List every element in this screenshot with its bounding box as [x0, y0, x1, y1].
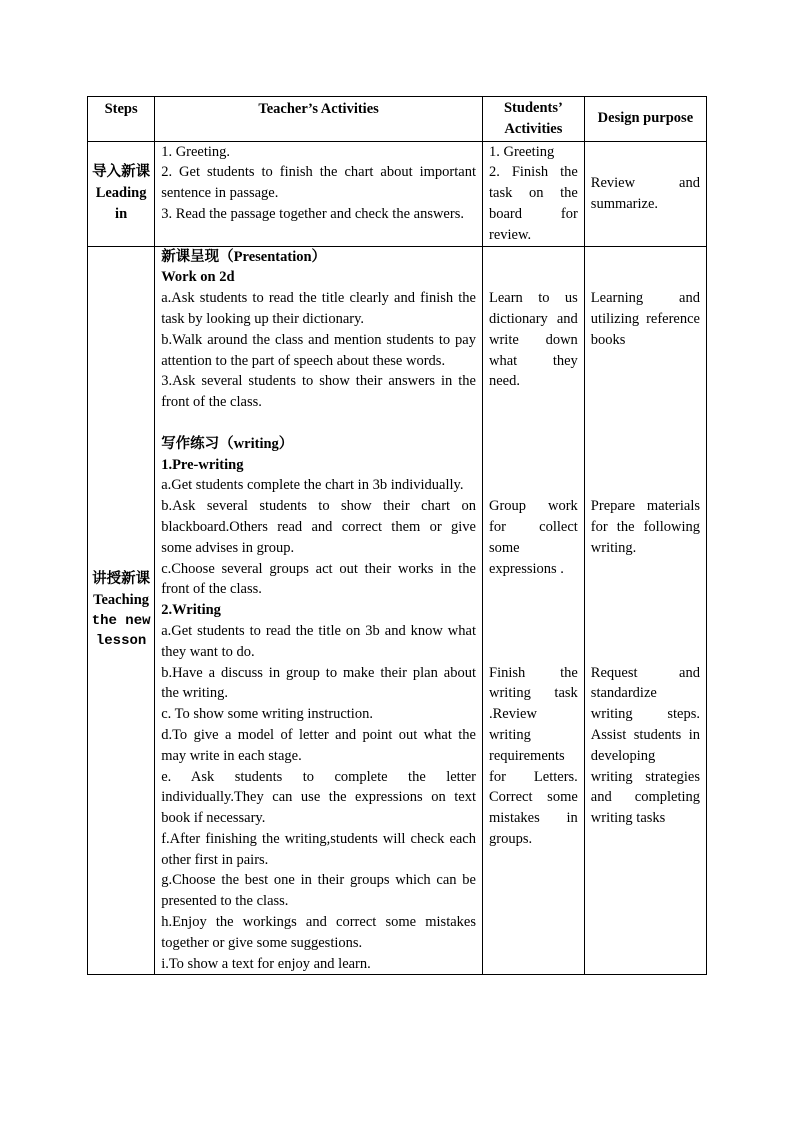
header-row: [88, 97, 707, 142]
row-leading-in: [88, 141, 707, 246]
prewriting-subtitle: 1.Pre-writing: [161, 456, 244, 473]
prewriting-item: c.Choose several groups act out their works in the front of the class.: [161, 560, 476, 598]
presentation-item: 3.Ask several students to show their answers in the front of the class.: [161, 373, 476, 411]
row-teaching-new-lesson: [88, 246, 707, 975]
step-teaching-new-lesson: [88, 246, 155, 975]
presentation-subtitle: Work on 2d: [161, 269, 235, 286]
step-en-2: in: [115, 205, 128, 222]
teacher-activities-leading-in: [155, 141, 483, 246]
header-teacher-activities: Teacher’s Activities: [155, 97, 483, 142]
design-purpose-leading-in: [584, 141, 706, 246]
writing-item: h.Enjoy the workings and correct some mistakes together or give some suggestions.: [161, 914, 476, 951]
students-activities-leading-in: [483, 141, 585, 246]
teacher-item: 1. Greeting.: [161, 143, 231, 160]
writing-item: d.To give a model of letter and point out what the may write in each stage.: [161, 726, 476, 764]
presentation-item: b.Walk around the class and mention students to pay attention to the part of speech about these words.: [161, 331, 476, 369]
step-leading-in: [88, 141, 155, 246]
step-cn: 导入新课: [92, 164, 151, 181]
writing-item: e. Ask students to complete the letter individually.They can use the expressions on text book if necessary.: [161, 768, 476, 827]
prewriting-item: b.Ask several students to show their chart on blackboard.Others read and correct them or give some advises in group.: [161, 498, 476, 556]
step-cn: 讲授新课: [92, 570, 151, 587]
students-item: 2. Finish the task on the board for review.: [489, 164, 578, 243]
students-activities-teaching: [483, 246, 585, 975]
presentation-title: 新课呈现（Presentation）: [161, 248, 327, 265]
lesson-plan-table: [87, 96, 707, 975]
header-students-activities: Students’ Activities: [483, 97, 585, 142]
writing-subtitle: 2.Writing: [161, 602, 221, 619]
step-en-2: the new: [91, 612, 151, 629]
students-text-2: Group work for collect some expressions .: [489, 498, 578, 577]
design-text-3: Request and standardize writing steps. Assist students in developing writing strategies and completing writing tasks: [590, 664, 700, 827]
students-item: 1. Greeting: [489, 143, 555, 160]
design-text-2: Prepare materials for the following writing.: [590, 498, 700, 556]
presentation-item: a.Ask students to read the title clearly and finish the task by looking up their dictionary.: [161, 290, 476, 327]
design-purpose-teaching: [584, 246, 706, 975]
header-steps: Steps: [88, 97, 155, 142]
students-text-1: Learn to us dictionary and write down what they need.: [489, 290, 578, 390]
writing-item: b.Have a discuss in group to make their plan about the writing.: [161, 664, 476, 702]
header-design-purpose: Design purpose: [584, 97, 706, 142]
teacher-item: 3. Read the passage together and check the answers.: [161, 205, 464, 222]
writing-item: c. To show some writing instruction.: [161, 706, 373, 723]
writing-item: i.To show a text for enjoy and learn.: [161, 955, 371, 972]
step-en-1: Leading: [95, 185, 147, 202]
writing-item: a.Get students to read the title on 3b and know what they want to do.: [161, 622, 476, 660]
prewriting-item: a.Get students complete the chart in 3b individually.: [161, 477, 464, 494]
spacer: [161, 413, 476, 434]
writing-item: f.After finishing the writing,students will check each other first in pairs.: [161, 830, 476, 868]
step-en-1: Teaching: [93, 591, 150, 608]
teacher-activities-teaching: [155, 246, 483, 975]
teacher-item: 2. Get students to finish the chart about important sentence in passage.: [161, 164, 476, 202]
students-text-3: Finish the writing task .Review writing requirements for Letters. Correct some mistakes in groups.: [489, 664, 578, 847]
step-en-3: lesson: [95, 633, 147, 650]
design-text-1: Learning and utilizing reference books: [590, 290, 700, 348]
writing-title: 写作练习（writing）: [161, 435, 294, 452]
design-text: Review and summarize.: [590, 174, 700, 212]
writing-item: g.Choose the best one in their groups which can be presented to the class.: [161, 872, 476, 910]
